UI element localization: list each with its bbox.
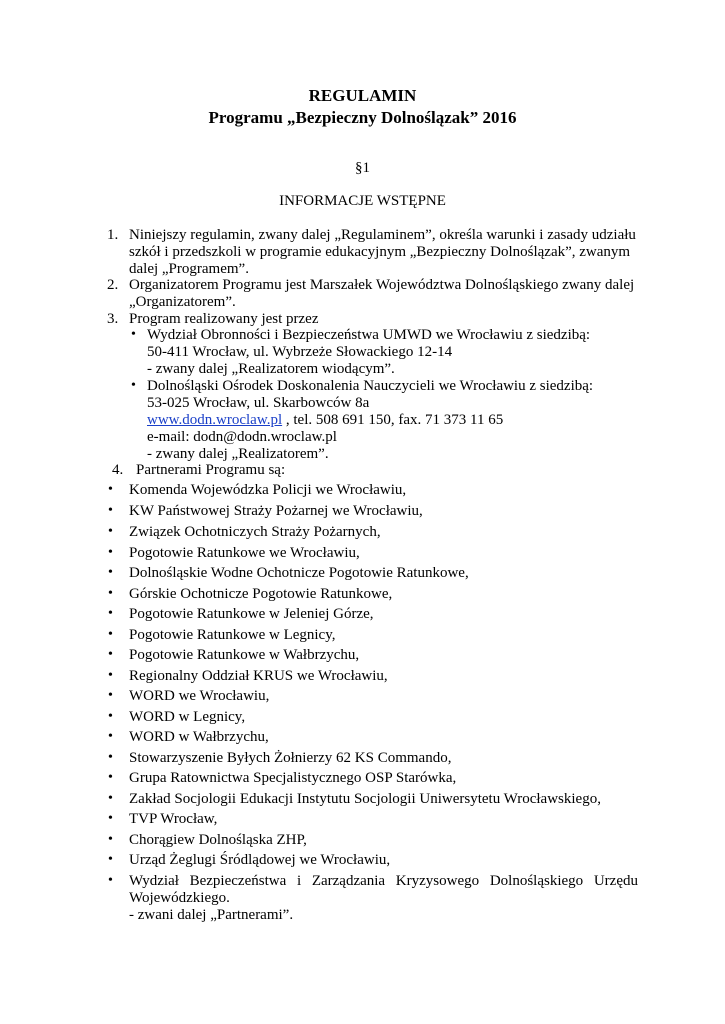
realizer-text-line: 50-411 Wrocław, ul. Wybrzeże Słowackiego 12-14 bbox=[147, 344, 453, 360]
partner-name: Chorągiew Dolnośląska ZHP, bbox=[129, 832, 307, 848]
partner-name: WORD we Wrocławiu, bbox=[129, 688, 270, 704]
bullet-icon: • bbox=[108, 832, 113, 847]
item-text-line: szkół i przedszkoli w programie edukacyjnym „Bezpieczny Dolnoślązak”, zwanym bbox=[129, 244, 631, 260]
bullet-icon: • bbox=[108, 709, 113, 724]
item-text-line: „Organizatorem”. bbox=[129, 294, 236, 310]
realizer-text-line: - zwany dalej „Realizatorem”. bbox=[147, 446, 329, 462]
bullet-icon: • bbox=[108, 647, 113, 662]
partner-name-continued: Wojewódzkiego. bbox=[129, 890, 230, 906]
document-title: REGULAMIN bbox=[308, 86, 417, 105]
realizer-text-line: 53-025 Wrocław, ul. Skarbowców 8a bbox=[147, 395, 370, 411]
bullet-icon: • bbox=[108, 791, 113, 806]
realizer-email-line: e-mail: dodn@dodn.wroclaw.pl bbox=[147, 429, 337, 445]
realizer-text-line: Dolnośląski Ośrodek Doskonalenia Nauczycieli we Wrocławiu z siedzibą: bbox=[147, 378, 594, 394]
partners-definition: - zwani dalej „Partnerami”. bbox=[129, 907, 294, 923]
partner-name: Zakład Socjologii Edukacji Instytutu Socjologii Uniwersytetu Wrocławskiego, bbox=[129, 791, 601, 807]
partner-name: KW Państwowej Straży Pożarnej we Wrocławiu, bbox=[129, 503, 423, 519]
partner-name: Stowarzyszenie Byłych Żołnierzy 62 KS Commando, bbox=[129, 750, 452, 766]
partner-name: WORD w Legnicy, bbox=[129, 709, 246, 725]
bullet-icon: • bbox=[108, 606, 113, 621]
partner-name: Grupa Ratownictwa Specjalistycznego OSP Starówka, bbox=[129, 770, 457, 786]
partner-name: Komenda Wojewódzka Policji we Wrocławiu, bbox=[129, 482, 407, 498]
item-number: 3. bbox=[107, 311, 119, 327]
partner-name: Związek Ochotniczych Straży Pożarnych, bbox=[129, 524, 381, 540]
bullet-icon: • bbox=[108, 586, 113, 601]
bullet-icon: • bbox=[108, 811, 113, 826]
bullet-icon: • bbox=[108, 503, 113, 518]
item-text-line: Program realizowany jest przez bbox=[129, 311, 319, 327]
bullet-icon: • bbox=[131, 327, 136, 342]
partner-name: Wydział Bezpieczeństwa i Zarządzania Kryzysowego Dolnośląskiego Urzędu bbox=[129, 873, 638, 889]
realizer-contact-line bbox=[147, 412, 503, 429]
realizer-text-line: Wydział Obronności i Bezpieczeństwa UMWD we Wrocławiu z siedzibą: bbox=[147, 327, 591, 343]
dodn-website-link[interactable]: www.dodn.wroclaw.pl bbox=[147, 412, 283, 428]
partner-name: Pogotowie Ratunkowe w Jeleniej Górze, bbox=[129, 606, 374, 622]
bullet-icon: • bbox=[131, 378, 136, 393]
partner-name: Pogotowie Ratunkowe we Wrocławiu, bbox=[129, 545, 360, 561]
item-number: 4. bbox=[112, 462, 124, 478]
item-number: 1. bbox=[107, 227, 119, 243]
bullet-icon: • bbox=[108, 750, 113, 765]
bullet-icon: • bbox=[108, 482, 113, 497]
partner-name: TVP Wrocław, bbox=[129, 811, 218, 827]
bullet-icon: • bbox=[108, 852, 113, 867]
bullet-icon: • bbox=[108, 729, 113, 744]
realizer-text-line: - zwany dalej „Realizatorem wiodącym”. bbox=[147, 361, 395, 377]
bullet-icon: • bbox=[108, 668, 113, 683]
bullet-icon: • bbox=[108, 545, 113, 560]
partner-name: Regionalny Oddział KRUS we Wrocławiu, bbox=[129, 668, 388, 684]
phone-fax-text: , tel. 508 691 150, fax. 71 373 11 65 bbox=[282, 412, 504, 428]
bullet-icon: • bbox=[108, 688, 113, 703]
item-text-line: Partnerami Programu są: bbox=[136, 462, 286, 478]
bullet-icon: • bbox=[108, 627, 113, 642]
bullet-icon: • bbox=[108, 770, 113, 785]
item-text-line: Organizatorem Programu jest Marszałek Województwa Dolnośląskiego zwany dalej bbox=[129, 277, 635, 293]
partner-name: Pogotowie Ratunkowe w Wałbrzychu, bbox=[129, 647, 360, 663]
document-subtitle: Programu „Bezpieczny Dolnoślązak” 2016 bbox=[208, 108, 517, 127]
item-number: 2. bbox=[107, 277, 119, 293]
bullet-icon: • bbox=[108, 565, 113, 580]
partner-name: WORD w Wałbrzychu, bbox=[129, 729, 269, 745]
partner-name: Górskie Ochotnicze Pogotowie Ratunkowe, bbox=[129, 586, 393, 602]
bullet-icon: • bbox=[108, 873, 113, 888]
item-text-line: Niniejszy regulamin, zwany dalej „Regulaminem”, określa warunki i zasady udziału bbox=[129, 227, 636, 243]
item-text-line: dalej „Programem”. bbox=[129, 261, 249, 277]
section-title: INFORMACJE WSTĘPNE bbox=[279, 193, 446, 209]
partner-name: Dolnośląskie Wodne Ochotnicze Pogotowie Ratunkowe, bbox=[129, 565, 469, 581]
partner-name: Pogotowie Ratunkowe w Legnicy, bbox=[129, 627, 336, 643]
partner-name: Urząd Żeglugi Śródlądowej we Wrocławiu, bbox=[129, 852, 391, 868]
bullet-icon: • bbox=[108, 524, 113, 539]
section-mark: §1 bbox=[355, 160, 370, 176]
